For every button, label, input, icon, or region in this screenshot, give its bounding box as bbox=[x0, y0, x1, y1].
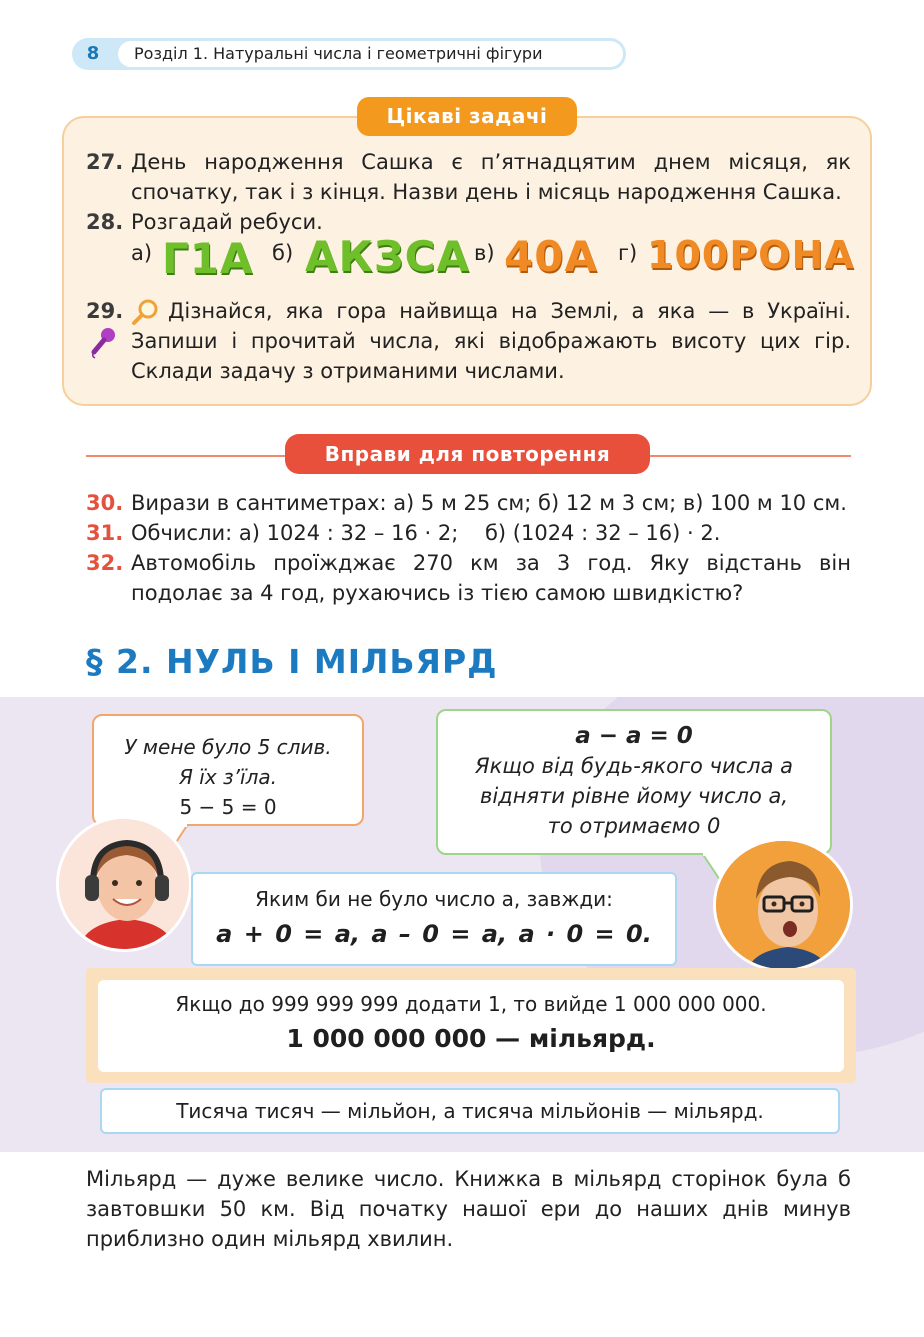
bubble-line: У мене було 5 слив. bbox=[124, 735, 332, 759]
task-number: 27. bbox=[86, 150, 124, 174]
divider bbox=[86, 455, 286, 457]
bubble-formula: a − a = 0 bbox=[575, 723, 693, 749]
bubble-formula: 5 − 5 = 0 bbox=[179, 795, 277, 819]
task-number: 31. bbox=[86, 521, 124, 545]
task-number: 32. bbox=[86, 551, 124, 575]
rebus-word: АКЗСА bbox=[305, 232, 471, 281]
task-text: Вирази в сантиметрах: а) 5 м 25 см; б) 12 м 3 см; в) 100 м 10 см. bbox=[131, 491, 847, 515]
billion-definition bbox=[98, 980, 844, 1072]
rule-formulas: a + 0 = a, a – 0 = a, a · 0 = 0. bbox=[216, 920, 652, 948]
bubble-line: то отримаємо 0 bbox=[547, 814, 721, 838]
rule-intro: Яким би не було число a, завжди: bbox=[255, 887, 613, 911]
boy-speech-bubble bbox=[436, 709, 832, 855]
rebus-label: б) bbox=[272, 241, 294, 265]
thousand-note: Тисяча тисяч — мільйон, а тисяча мільйонів — мільярд. bbox=[100, 1088, 840, 1134]
interesting-problems-title: Цікаві задачі bbox=[357, 97, 577, 136]
rebus-word: Г1А bbox=[162, 234, 254, 283]
microphone-icon bbox=[88, 326, 118, 360]
task-text: День народження Сашка є п’ятнадцятим днем місяця, як спочатку, так і з кінця. Назви день і місяць народження Сашка. bbox=[131, 150, 851, 204]
rebus-label: а) bbox=[131, 241, 153, 265]
rebus-label: в) bbox=[474, 241, 495, 265]
boy-avatar bbox=[713, 838, 853, 972]
bubble-line: Якщо від будь-якого числа a bbox=[475, 754, 793, 778]
body-paragraph: Мільярд — дуже велике число. Книжка в мільярд сторінок була б завтовшки 50 км. Від початку нашої ери до наших днів минув приблизно один мільярд хвилин. bbox=[86, 1167, 851, 1251]
task-number: 30. bbox=[86, 491, 124, 515]
rebus-word: 100РОНА bbox=[647, 233, 855, 277]
divider bbox=[648, 455, 851, 457]
definition-text: Якщо до 999 999 999 додати 1, то вийде 1 000 000 000. bbox=[175, 992, 767, 1016]
zero-rule-box bbox=[191, 872, 677, 966]
girl-speech-bubble bbox=[92, 714, 364, 826]
rebus-label: г) bbox=[618, 241, 638, 265]
chapter-title: Розділ 1. Натуральні числа і геометричні фігури bbox=[118, 41, 623, 67]
task-text: Обчисли: а) 1024 : 32 – 16 · 2; б) (1024 : 32 – 16) · 2. bbox=[131, 521, 721, 545]
girl-avatar bbox=[56, 816, 192, 952]
task-text: Дізнайся, яка гора найвища на Землі, а яка — в Україні. Запиши і прочитай числа, які відображають висоту цих гір. Склади задачу з отриманими числами. bbox=[131, 299, 851, 383]
bubble-line: відняти рівне йому число a, bbox=[479, 784, 789, 808]
task-number: 28. bbox=[86, 210, 124, 234]
page-number: 8 bbox=[86, 43, 100, 64]
task-text: Автомобіль проїжджає 270 км за 3 год. Яку відстань він подолає за 4 год, рухаючись із тією самою швидкістю? bbox=[131, 551, 851, 605]
rebus-word: 40А bbox=[504, 232, 598, 281]
page-header bbox=[72, 38, 626, 70]
task-number: 29. bbox=[86, 299, 124, 323]
bubble-line: Я їх з’їла. bbox=[179, 765, 277, 789]
definition-highlight: 1 000 000 000 — мільярд. bbox=[286, 1024, 656, 1053]
section-title: § 2. НУЛЬ І МІЛЬЯРД bbox=[86, 642, 498, 681]
repetition-title: Вправи для повторення bbox=[285, 434, 650, 474]
task-text: Розгадай ребуси. bbox=[131, 210, 323, 234]
